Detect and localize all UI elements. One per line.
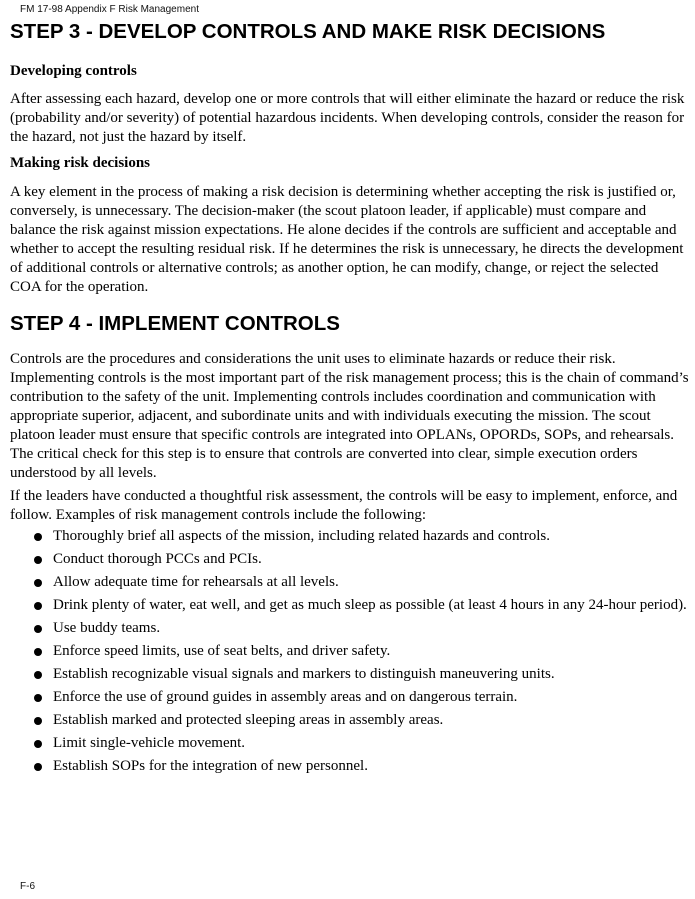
bullet-icon [34,625,42,633]
implement-controls-para1: Controls are the procedures and considerations the unit uses to eliminate hazards or reduce their risk. Implementing controls is the most important part of the risk management process; this is the chain of command’s contribution to the safety of the unit. Implementing controls includes coordination and communication with appropriate superior, adjacent, and subordinate units and with individuals executing the mission. The scout platoon leader must ensure that specific controls are integrated into OPLANs, OPORDs, SOPs, and rehearsals. The critical check for this step is to ensure that controls are converted into clear, simple execution orders understood by all levels. [10,351,689,481]
page-number: F-6 [20,881,35,892]
developing-controls-heading: Developing controls [10,63,137,79]
implement-controls-para2: If the leaders have conducted a thoughtful risk assessment, the controls will be easy to implement, enforce, and follow. Examples of risk management controls include the following: [10,488,678,523]
list-item: Enforce the use of ground guides in assembly areas and on dangerous terrain. [0,689,690,706]
bullet-icon [34,763,42,771]
bullet-icon [34,533,42,541]
list-item: Drink plenty of water, eat well, and get as much sleep as possible (at least 4 hours in any 24-hour period). [0,597,690,614]
making-risk-decisions-text: A key element in the process of making a risk decision is determining whether accepting the risk is justified or, conversely, is unnecessary. The decision-maker (the scout platoon leader, if applicable) must compare and balance the risk against mission expectations. He alone decides if the controls are sufficient and acceptable and whether to accept the resulting residual risk. If he determines the risk is unnecessary, he directs the development of additional controls or alternative controls; as another option, he can modify, change, or reject the selected COA for the operation. [10,184,684,295]
list-item: Establish marked and protected sleeping areas in assembly areas. [0,712,690,729]
list-item: Thoroughly brief all aspects of the mission, including related hazards and controls. [0,528,690,545]
list-item: Allow adequate time for rehearsals at all levels. [0,574,690,591]
list-item: Establish SOPs for the integration of new personnel. [0,758,690,775]
list-item: Enforce speed limits, use of seat belts, and driver safety. [0,643,690,660]
running-header: FM 17-98 Appendix F Risk Management [20,4,199,15]
step3-title: STEP 3 - DEVELOP CONTROLS AND MAKE RISK DECISIONS [10,20,606,43]
list-item: Establish recognizable visual signals and markers to distinguish maneuvering units. [0,666,690,683]
controls-list [0,528,690,781]
list-item: Limit single-vehicle movement. [0,735,690,752]
bullet-icon [34,579,42,587]
making-risk-decisions-heading: Making risk decisions [10,155,151,171]
bullet-icon [34,671,42,679]
bullet-icon [34,556,42,564]
bullet-icon [34,694,42,702]
list-item: Conduct thorough PCCs and PCIs. [0,551,690,568]
bullet-icon [34,740,42,748]
bullet-icon [34,717,42,725]
step4-title: STEP 4 - IMPLEMENT CONTROLS [10,312,340,335]
developing-controls-text: After assessing each hazard, develop one or more controls that will either eliminate the hazard or reduce the risk (probability and/or severity) of potential hazardous incidents. When developing controls, consider the reason for the hazard, not just the hazard by itself. [10,91,685,145]
bullet-icon [34,648,42,656]
list-item: Use buddy teams. [0,620,690,637]
bullet-icon [34,602,42,610]
